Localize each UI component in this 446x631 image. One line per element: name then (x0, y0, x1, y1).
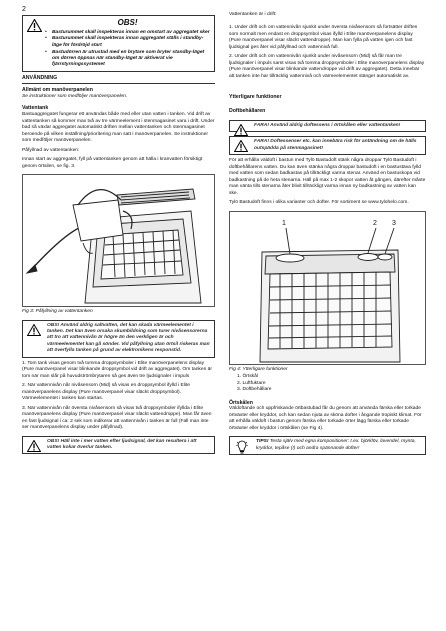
fara-warning-2 (229, 136, 426, 155)
fill-heading: Påfyllnad av vattentanken: (22, 147, 80, 153)
drift-2: 2. Under drift och om vattennivån sjunkit under nivåsensorn (Mid) så får man tre ljudsignaler i impuls samt visas två tomma droppsymboler i Elite manöverpanelens display (Pure manöverpanel visar blinkande vattendroppe vid drift av aggregatet). Detta innebär att tanken inte har tillräcklig vattennivå och värmeelementet stänger automatiskt av. (229, 54, 425, 79)
doft-text-2: Tylö Bastudoft finns i olika varianter och dofter. För sortiment se www.tylohelo.com. (229, 200, 409, 206)
right-column (229, 12, 426, 455)
saltvatten-warning-text: OBS! Använd aldrig saltvatten, det kan skada värmeelementet i tanken. Det kan även orsaka skumbildning som turer nivåsensorerna att tro att vattennivån är högre än den verkligen är och värmeelementet kan gå sönder. Vid påfyllning utan örtsil riskeras man att överfylla tanken på grund av elektronikens responstid. (47, 322, 210, 354)
obs-title: OBS! (117, 18, 138, 27)
list-item: 2. Luftfuktare (237, 380, 266, 386)
fara-warning-1-text: FARA! Använd aldrig doftessens i örtskålen eller vattentanken! (254, 122, 401, 128)
heater-functions-illustration (230, 212, 425, 364)
step-3: 3. När vattennivån når översta nivåsensorn så visas två droppsymboler ifyllda i Elite manöverpanelens display (Pure manöverpanel visar släckt vattendroppe). Man får även en fast ljudsignal i ca: 2 sek som indikerar att vattennivån i tanken är full (Fall man inte ser manöverpanelens display under påfyllnad). (22, 405, 212, 431)
fig3-caption: Fig 3: Påfyllning av vattentanken (22, 309, 93, 315)
callout-2: 2 (373, 219, 377, 227)
fara-warning-2-text: FARA! Doftessenser etc. kan innebära risk för antändning om de hälls outspädda på stenmagasinet! (254, 139, 417, 151)
lightbulb-icon (236, 440, 248, 455)
section-heading-anvandning: ANVÄNDNING (22, 75, 215, 84)
fig4-list (229, 374, 426, 393)
manoeverpanel-text: Se instruktioner som medföljer manöverpanelen. (22, 93, 128, 99)
figure-3 (22, 174, 215, 307)
drift-heading: Vattentanken är i drift: (229, 12, 277, 17)
fig4-caption: Fig 4: Ytterligare funktioner (229, 366, 288, 372)
drift-1: 1. Under drift och om vattennivån sjunkit under översta nivåsensorn så fortsätter driften som normalt men endast en droppsymbol visas ifylld i Elite manöverpanelens display (Pure manöverpanel visar släckt vattendroppe). Man kan fylla på vatten igen och fast ljudsignal ges åter vid påfyllnad och vattennivå full. (229, 25, 418, 50)
vattentank-text: Bastuaggregatet fungerar ett användas både med eller utan vatten i tanken. Vid drift av vattentanken så kommer max två av tre värmeelement i stenmagasinet vara i drift. Under bad så växlar aggregatet automatiskt driften mellan vattentanken och stenmagasinet beroende på vilken inställning/prioritering man satt i manöverpanelen. Se instruktioner som medföljer manöverpanelen. (22, 112, 215, 144)
left-column (22, 15, 215, 454)
callout-1: 1 (282, 219, 286, 227)
tips-box (229, 436, 426, 455)
callout-3: 3 (392, 219, 396, 227)
list-item: 3. Doftbehållare (237, 387, 272, 393)
warning-triangle-icon (27, 324, 41, 336)
warning-triangle-icon (234, 140, 248, 152)
heading-manoeverpanel: Allmänt om manöverpanelen (22, 87, 93, 94)
obs-bullet: • Basturummet skall inspekteras innan aggregatet ställs i standby-läge för fördröjd start (45, 36, 210, 49)
heading-extra-functions: Ytterligare funktioner (229, 94, 282, 101)
warning-triangle-icon (27, 19, 42, 32)
fara-warning-1 (229, 120, 426, 132)
obs-bullet: • Bastudörren är utrustad med en brytare som bryter standby-läget om dörren öppnas när standby-läget är aktiverat vie fjärrstyrningssystemet (45, 50, 210, 69)
list-item: 1. Örtskål (237, 374, 258, 380)
step-2: 2. När vattennivån når nivåsensorn (Mid) så visas en droppsymbol ifylld i Elite manöverpanelens display (Pure manöverpanel visar släckt droppsymbol). Värmeelementet i tanken kan startas. (22, 383, 190, 402)
page-number: 2 (22, 6, 26, 13)
warning-triangle-icon (234, 124, 248, 136)
fill-text: Innan start av aggregatet, fyll på vattentanken genom att hälla i kranvatten försiktigt genom örtsilen, se fig. 3. (22, 157, 203, 169)
warning-triangle-icon (27, 440, 41, 452)
figure-4 (229, 211, 426, 365)
ortskalen-text: Väldoftande och uppfriskande örtbastubad får du genom att använda färska eller torkade örtväxter eller kryddor, och kan sedan njuta av sköna dofter i ångande tropiskt klimat. För att erhålla väldoft i bastun genom färska eller torkade örter lägg färska eller torkade örtväxter eller kryddor i örtskålen (se Fig 4). (229, 406, 422, 431)
overfill-warning-text: OBS! Häll inte i mer vatten efter ljudsignal, det kan resultera i att vatten kokar över/ur tanken. (47, 438, 197, 451)
doft-text: För att erhålla väldoft i bastun med Tylö Bastudoft stänk några droppar Tylö Bastudoft i doftbehållarens vatten. Du kan även stänka några droppar bastudoft i en bastustäva fylld med vatten som sedan badkastas på tillräckligt varma stenar. Använd en bastuskopa vid badkastning på de heta stenarna. Häll på max 1-2 skopor vatten åt gången, därefter måste man vänta tills stenarna åter blivit tillräckligt varma innan ny badkastning av vatten kan ske. (229, 158, 426, 196)
step-1: 1. Tom tank visas genom två tomma droppsymboler i Elite manöverpanelens display (Pure manöverpanel visar blinkande droppsymbol vid drift av aggregatet). Om tanken är tom när man slår på huvudströmbrytaren så ges även tre ljudsignaler i impuls (22, 360, 213, 379)
tips-text: Testa själv med egna kompositioner: t.ex. björklöv, lavendel, mynta, kryddor, tepåse (!) och andra spännande dofter! (256, 439, 416, 451)
heading-doftbehallaren: Doftbehållaren (229, 108, 266, 115)
tips-label: TIPS! (256, 439, 269, 445)
heading-ortskalen: Örtskålen (229, 399, 253, 406)
obs-warning-box (22, 15, 215, 72)
watering-can-illustration (23, 175, 214, 306)
saltvatten-warning (22, 320, 215, 358)
overfill-warning (22, 436, 215, 455)
heading-vattentank: Vattentank (22, 105, 49, 112)
obs-bullet: • Basturummet skall inspekteras innan en omstart av aggregatet sker (45, 30, 210, 36)
